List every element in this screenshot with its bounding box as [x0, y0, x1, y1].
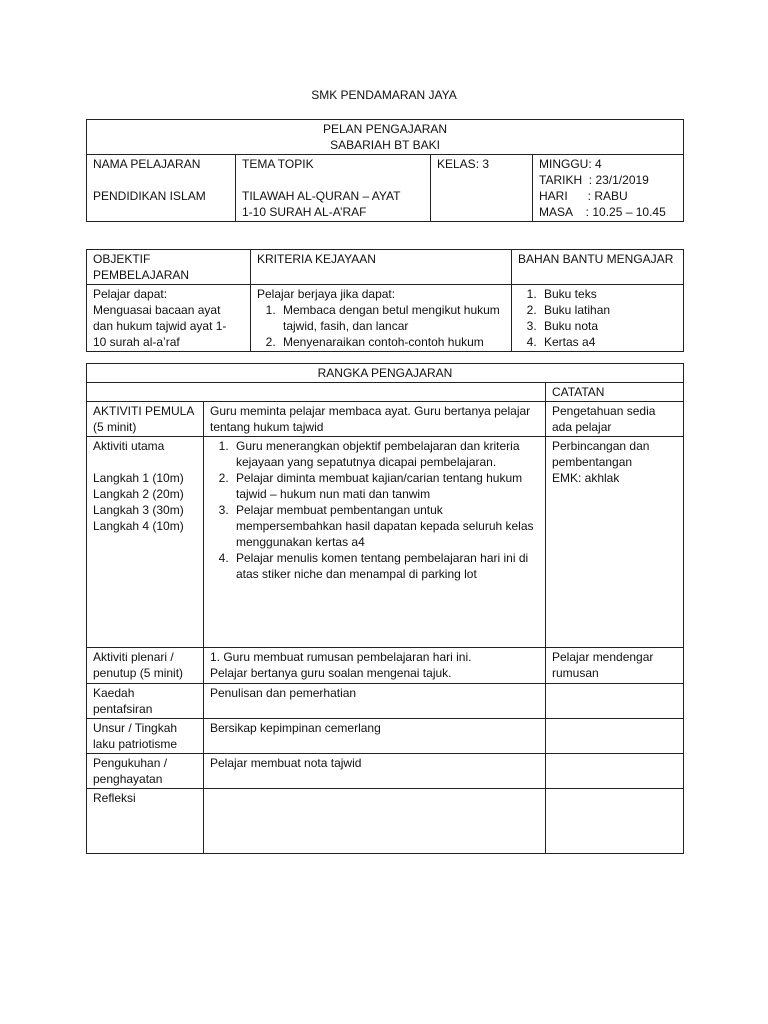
- objectives-header: OBJEKTIF PEMBELAJARAN: [87, 250, 251, 285]
- row-notes: [546, 684, 684, 719]
- main-activity-label: Aktiviti utama: [93, 439, 165, 453]
- row-content: [204, 437, 546, 648]
- note-line: EMK: akhlak: [552, 471, 620, 485]
- step: Langkah 1 (10m): [93, 471, 184, 485]
- subject-label: NAMA PELAJARAN: [93, 157, 201, 171]
- row-content: Pelajar membuat nota tajwid: [204, 754, 546, 789]
- material-item: 3. Buku nota: [540, 318, 677, 334]
- week: MINGGU: 4: [539, 157, 602, 171]
- table-row: [87, 648, 684, 684]
- table-row: [87, 754, 684, 789]
- row-content: [204, 648, 546, 684]
- date: TARIKH : 23/1/2019: [539, 173, 649, 187]
- notes-header: CATATAN: [546, 383, 684, 402]
- schedule-cell: [533, 155, 684, 222]
- objectives-table: [86, 249, 684, 352]
- subject-cell: [87, 155, 236, 222]
- activity-item: 1. Guru menerangkan objektif pembelajaran dan kriteria kejayaan yang sepatutnya dicapai pembelajaran.: [232, 438, 539, 470]
- criteria-item: 2. Menyenaraikan contoh-contoh hukum: [279, 334, 505, 350]
- row-label: Kaedah pentafsiran: [87, 684, 204, 719]
- step: Langkah 3 (30m): [93, 503, 184, 517]
- row-content: Penulisan dan pemerhatian: [204, 684, 546, 719]
- materials-cell: [512, 285, 684, 352]
- table-row: [87, 789, 684, 854]
- criteria-header: KRITERIA KEJAYAAN: [251, 250, 512, 285]
- material-item: 4. Kertas a4: [540, 334, 677, 350]
- subject-value: PENDIDIKAN ISLAM: [93, 189, 206, 203]
- framework-table: [86, 363, 684, 854]
- step: Langkah 4 (10m): [93, 519, 184, 533]
- class-cell: KELAS: 3: [431, 155, 533, 222]
- activity-item: 3. Pelajar membuat pembentangan untuk mempersembahkan hasil dapatan kepada seluruh kelas menggunakan kertas a4: [232, 502, 539, 550]
- row-label: Aktiviti plenari / penutup (5 minit): [87, 648, 204, 684]
- row-content: [204, 789, 546, 854]
- row-content: Bersikap kepimpinan cemerlang: [204, 719, 546, 754]
- day: HARI : RABU: [539, 189, 628, 203]
- row-notes: Pelajar mendengar rumusan: [546, 648, 684, 684]
- row-notes: Pengetahuan sedia ada pelajar: [546, 402, 684, 437]
- table-row: [87, 437, 684, 648]
- plan-heading: PELAN PENGAJARAN: [323, 122, 448, 136]
- content-line: 1. Guru membuat rumusan pembelajaran hari ini.: [210, 650, 472, 664]
- objective-line: Pelajar dapat:: [93, 287, 168, 301]
- objective-line: dan hukum tajwid ayat 1-: [93, 319, 227, 333]
- row-label: Refleksi: [87, 789, 204, 854]
- activity-item: 2. Pelajar diminta membuat kajian/carian tentang hukum tajwid – hukum nun mati dan tanwim: [232, 470, 539, 502]
- criteria-item: 1. Membaca dengan betul mengikut hukum tajwid, fasih, dan lancar: [279, 302, 505, 334]
- content-line: Pelajar bertanya guru soalan mengenai tajuk.: [210, 666, 452, 680]
- table-row: [87, 719, 684, 754]
- table-row: [87, 402, 684, 437]
- topic-line: 1-10 SURAH AL-A’RAF: [242, 205, 367, 219]
- activity-item: 4. Pelajar menulis komen tentang pembelajaran hari ini di atas stiker niche dan menampal di parking lot: [232, 550, 539, 582]
- plan-heading-cell: [87, 120, 684, 155]
- framework-heading: RANGKA PENGAJARAN: [87, 364, 684, 383]
- objective-cell: [87, 285, 251, 352]
- objective-line: 10 surah al-a’raf: [93, 335, 180, 349]
- row-notes: [546, 437, 684, 648]
- topic-cell: [236, 155, 431, 222]
- note-line: pembentangan: [552, 455, 633, 469]
- teacher-name: SABARIAH BT BAKI: [330, 138, 440, 152]
- criteria-cell: [251, 285, 512, 352]
- row-content: Guru meminta pelajar membaca ayat. Guru bertanya pelajar tentang hukum tajwid: [204, 402, 546, 437]
- step: Langkah 2 (20m): [93, 487, 184, 501]
- row-label: Unsur / Tingkah laku patriotisme: [87, 719, 204, 754]
- criteria-intro: Pelajar berjaya jika dapat:: [257, 287, 396, 301]
- topic-label: TEMA TOPIK: [242, 157, 314, 171]
- material-item: 2. Buku latihan: [540, 302, 677, 318]
- material-item: 1. Buku teks: [540, 286, 677, 302]
- time: MASA : 10.25 – 10.45: [539, 205, 666, 219]
- materials-header: BAHAN BANTU MENGAJAR: [512, 250, 684, 285]
- objective-line: Menguasai bacaan ayat: [93, 303, 221, 317]
- lesson-plan-header-table: [86, 119, 684, 222]
- row-notes: [546, 754, 684, 789]
- row-label: [87, 437, 204, 648]
- row-notes: [546, 789, 684, 854]
- row-notes: [546, 719, 684, 754]
- note-line: Perbincangan dan: [552, 439, 650, 453]
- row-label: Pengukuhan / penghayatan: [87, 754, 204, 789]
- topic-line: TILAWAH AL-QURAN – AYAT: [242, 189, 401, 203]
- empty-cell: [87, 383, 546, 402]
- row-label: AKTIVITI PEMULA (5 minit): [87, 402, 204, 437]
- school-title: SMK PENDAMARAN JAYA: [311, 88, 457, 102]
- table-row: [87, 684, 684, 719]
